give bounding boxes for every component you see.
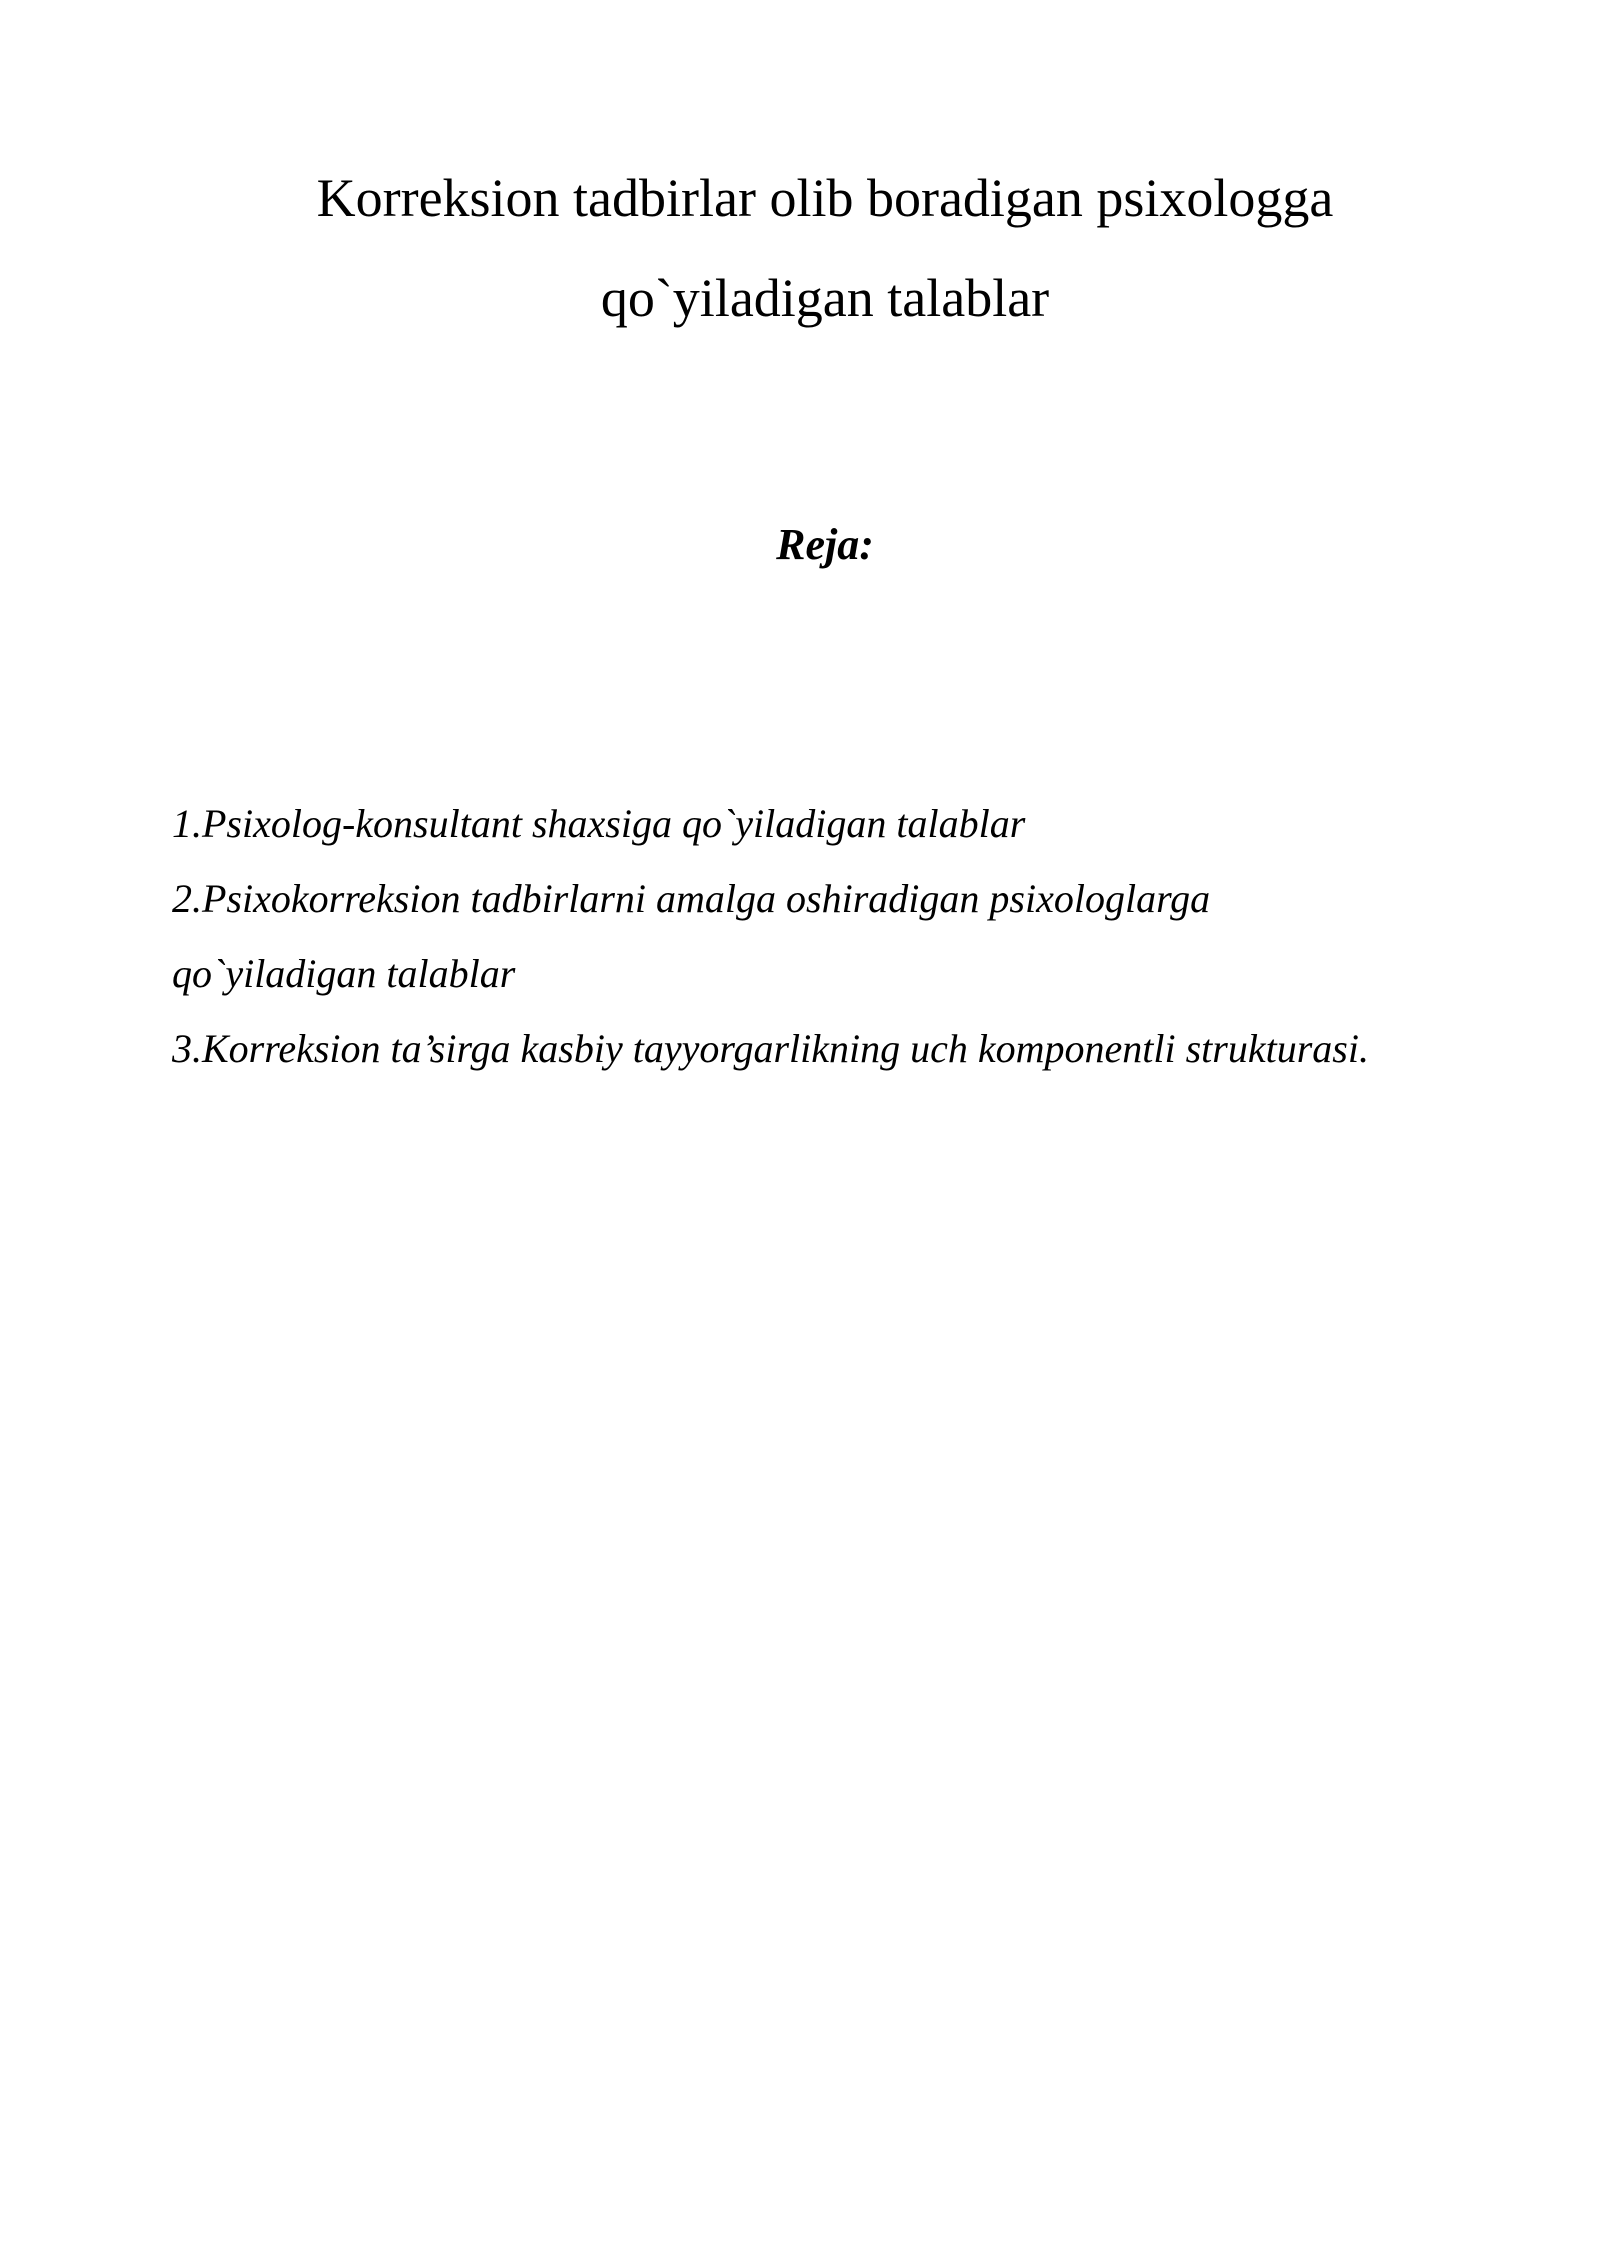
- plan-item: qo`yiladigan talablar: [172, 951, 516, 996]
- document-title: [0, 148, 1600, 348]
- plan-item: 1.Psixolog-konsultant shaxsiga qo`yiladigan talablar: [172, 801, 1026, 846]
- title-line-1: Korreksion tadbirlar olib boradigan psixologga: [316, 168, 1334, 228]
- plan-item: 3.Korreksion ta’sirga kasbiy tayyorgarlikning uch komponentli strukturasi.: [172, 1026, 1369, 1071]
- plan-item: 2.Psixokorreksion tadbirlarni amalga oshiradigan psixologlarga: [172, 876, 1211, 921]
- plan-list: [172, 786, 1572, 1086]
- plan-heading: Reja:: [776, 520, 874, 569]
- title-line-2: qo`yiladigan talablar: [600, 268, 1050, 328]
